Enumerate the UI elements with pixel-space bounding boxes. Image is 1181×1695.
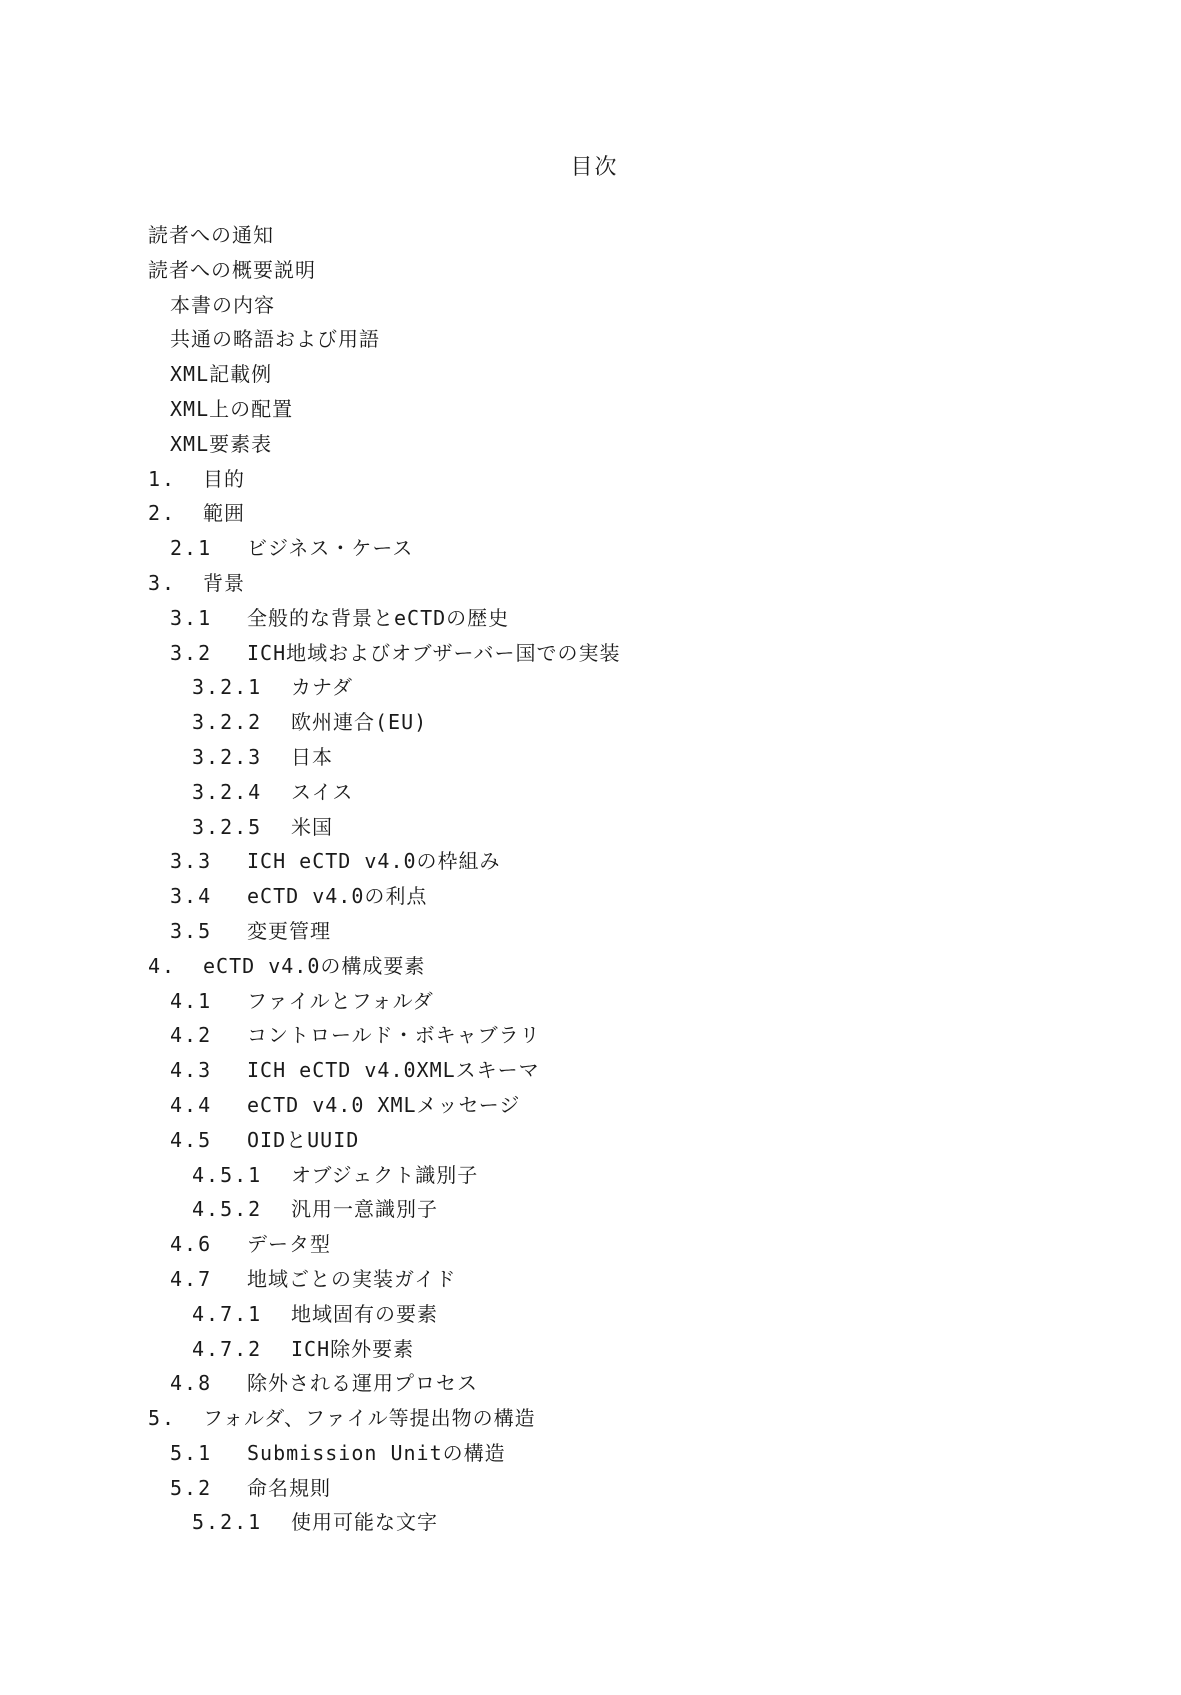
toc-entry-text: 使用可能な文字 <box>291 1510 438 1535</box>
toc-entry <box>148 705 621 740</box>
toc-title: 目次 <box>570 155 619 180</box>
toc-entry-number: 5.2 <box>170 1475 213 1500</box>
toc-entry-number: 4.3 <box>170 1058 213 1083</box>
toc-entry <box>148 601 621 636</box>
toc-entry-text: ビジネス・ケース <box>247 536 414 561</box>
toc-entry-text: データ型 <box>247 1232 331 1257</box>
toc-entry <box>148 670 621 705</box>
toc-entry-number: 5.2.1 <box>192 1510 263 1535</box>
toc-entry-number: 4.7.2 <box>192 1336 263 1361</box>
toc-entry <box>148 949 621 984</box>
toc-entry-text: 汎用一意識別子 <box>291 1197 438 1222</box>
toc-entry-text: ICH除外要素 <box>291 1336 415 1361</box>
toc-entry-number: 3.2.3 <box>192 744 263 769</box>
toc-entry-text: 共通の略語および用語 <box>170 327 380 352</box>
toc-entry <box>148 1088 621 1123</box>
toc-entry <box>148 775 621 810</box>
toc-entry-text: ICH eCTD v4.0の枠組み <box>247 849 501 874</box>
toc-entry-number: 2.1 <box>170 536 213 561</box>
toc-entry-text: オブジェクト識別子 <box>291 1162 479 1187</box>
toc-entry-number: 4.1 <box>170 988 213 1013</box>
toc-entry-number: 4.5.2 <box>192 1197 263 1222</box>
toc-entry-text: 命名規則 <box>247 1475 331 1500</box>
toc-entry-text: 読者への通知 <box>148 223 274 247</box>
toc-entry-text: OIDとUUID <box>247 1127 360 1152</box>
toc-entry-text: 全般的な背景とeCTDの歴史 <box>247 605 510 630</box>
toc-entry <box>148 1227 621 1262</box>
toc-entry-number: 5.1 <box>170 1440 213 1465</box>
toc-entry <box>148 879 621 914</box>
toc-entry-text: 変更管理 <box>247 918 331 943</box>
toc-list <box>148 218 621 1540</box>
toc-entry-text: 米国 <box>291 814 333 839</box>
toc-entry-text: 範囲 <box>203 501 245 526</box>
toc-entry-number: 3.4 <box>170 884 213 909</box>
toc-entry <box>148 740 621 775</box>
toc-entry-number: 1. <box>148 466 177 491</box>
toc-entry <box>148 1123 621 1158</box>
toc-entry <box>148 1192 621 1227</box>
toc-entry <box>148 984 621 1019</box>
toc-entry-number: 4.4 <box>170 1092 213 1117</box>
toc-entry-number: 4. <box>148 953 177 978</box>
toc-entry <box>148 914 621 949</box>
toc-entry <box>148 288 621 323</box>
toc-entry <box>148 1471 621 1506</box>
toc-entry-number: 3.2.2 <box>192 710 263 735</box>
toc-entry-number: 3.1 <box>170 605 213 630</box>
toc-entry-text: eCTD v4.0の構成要素 <box>203 953 426 978</box>
toc-entry-text: コントロールド・ボキャブラリ <box>247 1023 541 1048</box>
toc-entry <box>148 1053 621 1088</box>
toc-entry <box>148 1332 621 1367</box>
toc-entry-text: ICH地域およびオブザーバー国での実装 <box>247 640 621 665</box>
toc-entry-number: 2. <box>148 501 177 526</box>
toc-entry <box>148 392 621 427</box>
toc-entry-number: 4.6 <box>170 1232 213 1257</box>
toc-entry-text: XML記載例 <box>170 362 273 387</box>
toc-entry-text: フォルダ、ファイル等提出物の構造 <box>203 1406 536 1431</box>
toc-entry <box>148 844 621 879</box>
toc-entry-text: カナダ <box>291 675 353 700</box>
toc-entry <box>148 1401 621 1436</box>
toc-entry <box>148 357 621 392</box>
toc-entry-text: ファイルとフォルダ <box>247 988 434 1013</box>
toc-entry-number: 5. <box>148 1406 177 1431</box>
toc-entry <box>148 531 621 566</box>
toc-entry-number: 3.3 <box>170 849 213 874</box>
toc-entry-text: 背景 <box>203 570 245 595</box>
toc-entry-number: 3. <box>148 570 177 595</box>
toc-entry-text: 除外される運用プロセス <box>247 1371 478 1396</box>
toc-entry-text: eCTD v4.0の利点 <box>247 884 428 909</box>
toc-entry-text: 地域ごとの実装ガイド <box>247 1266 457 1291</box>
toc-entry <box>148 636 621 671</box>
toc-entry-text: 欧州連合(EU) <box>291 710 428 735</box>
toc-entry-text: 本書の内容 <box>170 292 275 317</box>
toc-entry <box>148 1158 621 1193</box>
toc-entry-number: 4.8 <box>170 1371 213 1396</box>
toc-entry-text: eCTD v4.0 XMLメッセージ <box>247 1092 521 1117</box>
toc-entry-number: 4.7 <box>170 1266 213 1291</box>
toc-entry-number: 3.2.4 <box>192 779 263 804</box>
toc-entry-text: XML要素表 <box>170 431 273 456</box>
toc-entry <box>148 1018 621 1053</box>
toc-entry-text: XML上の配置 <box>170 396 294 421</box>
toc-entry <box>148 253 621 288</box>
toc-entry-text: 読者への概要説明 <box>148 257 316 282</box>
toc-entry <box>148 566 621 601</box>
toc-entry <box>148 462 621 497</box>
toc-entry <box>148 1505 621 1540</box>
toc-entry-text: ICH eCTD v4.0XMLスキーマ <box>247 1058 540 1083</box>
toc-entry <box>148 218 621 253</box>
toc-entry-number: 4.7.1 <box>192 1301 263 1326</box>
toc-entry-number: 4.5 <box>170 1127 213 1152</box>
toc-entry-number: 4.2 <box>170 1023 213 1048</box>
toc-entry <box>148 1366 621 1401</box>
toc-entry <box>148 1297 621 1332</box>
toc-entry-text: 日本 <box>291 744 333 769</box>
toc-entry-text: スイス <box>291 779 354 804</box>
toc-entry <box>148 322 621 357</box>
toc-entry <box>148 810 621 845</box>
toc-entry-text: Submission Unitの構造 <box>247 1440 506 1465</box>
toc-entry <box>148 1436 621 1471</box>
toc-entry <box>148 1262 621 1297</box>
toc-entry-number: 3.2 <box>170 640 213 665</box>
toc-entry <box>148 427 621 462</box>
toc-entry-number: 4.5.1 <box>192 1162 263 1187</box>
toc-entry <box>148 496 621 531</box>
toc-entry-text: 地域固有の要素 <box>291 1301 438 1326</box>
toc-entry-text: 目的 <box>203 466 245 491</box>
toc-entry-number: 3.2.5 <box>192 814 263 839</box>
toc-entry-number: 3.5 <box>170 918 213 943</box>
toc-entry-number: 3.2.1 <box>192 675 263 700</box>
